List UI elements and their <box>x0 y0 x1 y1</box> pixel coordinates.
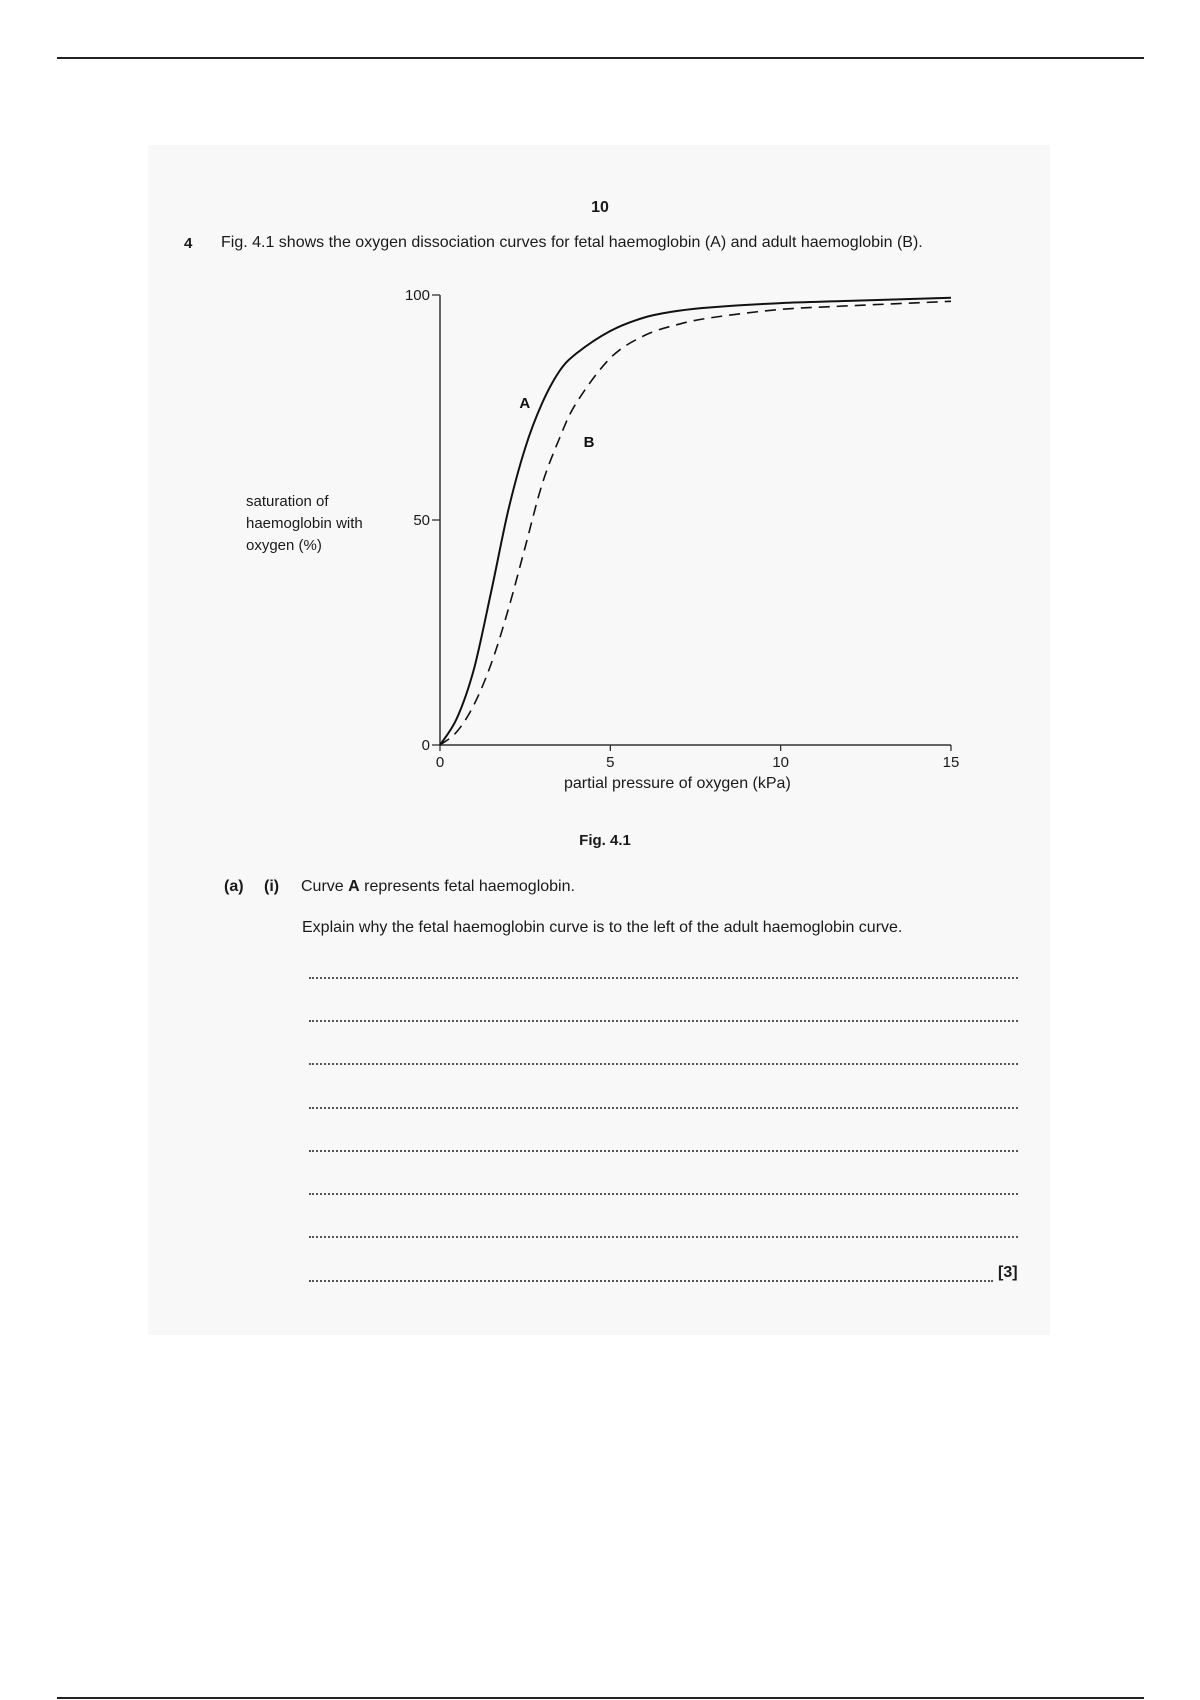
part-instruction: Explain why the fetal haemoglobin curve is to the left of the adult haemoglobin curve. <box>302 919 903 936</box>
figure-caption: Fig. 4.1 <box>579 832 631 849</box>
x-axis-label: partial pressure of oxygen (kPa) <box>564 775 791 792</box>
y-ticks <box>405 287 440 754</box>
series-layer <box>440 298 951 745</box>
bottom-rule <box>57 1697 1144 1699</box>
x-ticks <box>436 745 960 771</box>
answer-line[interactable] <box>309 1280 993 1282</box>
x-tick-label: 0 <box>435 754 445 771</box>
subpart-label: (i) <box>264 878 280 895</box>
marks-allocation: [3] <box>998 1264 1018 1281</box>
x-tick-label: 5 <box>606 754 615 771</box>
answer-line[interactable] <box>309 1063 1018 1065</box>
answer-line[interactable] <box>309 1236 1018 1238</box>
x-tick-label: 15 <box>942 754 960 771</box>
x-tick-label: 10 <box>772 754 790 771</box>
y-axis-label: saturation of haemoglobin with oxygen (%) <box>246 493 363 554</box>
question-number: 4 <box>184 235 193 252</box>
curve-b-line <box>440 301 951 745</box>
statement-suffix: represents fetal haemoglobin. <box>364 878 575 895</box>
answer-line[interactable] <box>309 1107 1018 1109</box>
y-tick-label: 0 <box>421 737 430 754</box>
statement-curve-letter: A <box>348 878 360 895</box>
question-text: Fig. 4.1 shows the oxygen dissociation curves for fetal haemoglobin (A) and adult haemoglobin (B). <box>221 234 923 251</box>
y-tick-label: 50 <box>413 512 430 529</box>
answer-line[interactable] <box>309 1193 1018 1195</box>
curve-a-line <box>440 298 951 745</box>
statement-prefix: Curve <box>301 878 344 895</box>
curve-b-label: B <box>583 434 595 451</box>
curve-a-label: A <box>519 395 531 412</box>
part-label: (a) <box>224 878 244 895</box>
page-number: 10 <box>591 199 609 216</box>
answer-line[interactable] <box>309 1150 1018 1152</box>
answer-line[interactable] <box>309 1020 1018 1022</box>
part-statement <box>301 878 575 896</box>
top-rule <box>57 57 1144 59</box>
answer-line[interactable] <box>309 977 1018 979</box>
y-tick-label: 100 <box>404 287 430 304</box>
